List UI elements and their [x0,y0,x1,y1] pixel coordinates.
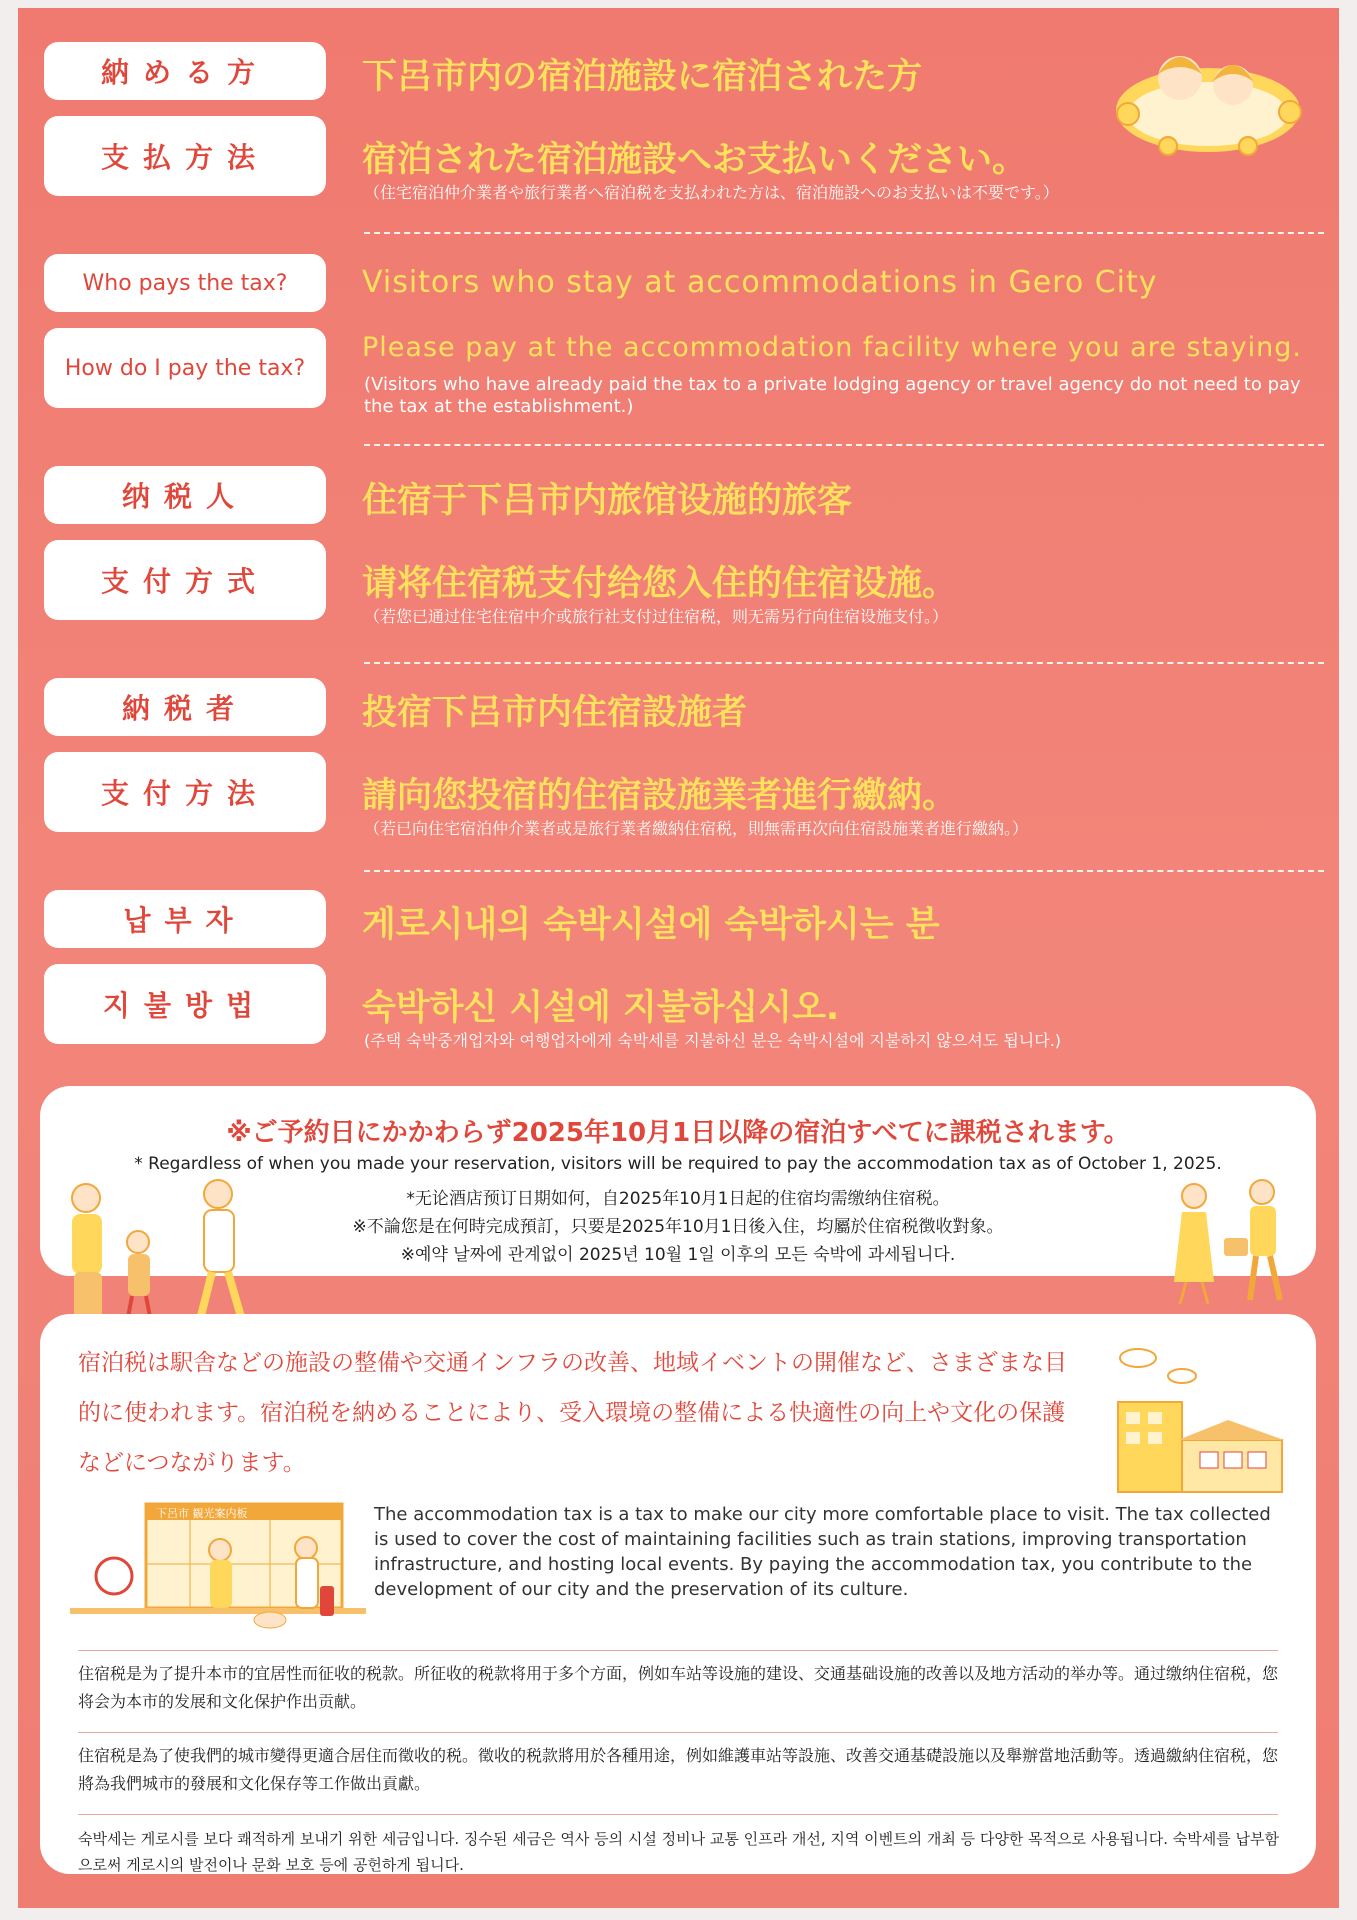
walking-couple-illustration [1158,1178,1308,1308]
payer-label-ja: 納める方 [44,42,326,100]
notice-traditional-chinese: ※不論您是在何時完成預訂，只要是2025年10月1日後入住，均屬於住宿税徴收對象。 [352,1217,1004,1237]
method-label-ko: 지불방법 [44,964,326,1044]
section-divider [364,444,1324,446]
method-value-zh-tw: 請向您投宿的住宿設施業者進行繳納。 [362,776,958,816]
purpose-divider [78,1814,1278,1815]
method-label-en: How do I pay the tax? [44,328,326,408]
flyer-page [18,8,1339,1908]
method-note-ja: （住宅宿泊仲介業者や旅行業者へ宿泊税を支払われた方は、宿泊施設へのお支払いは不要です。） [364,183,1059,202]
notice-korean: ※예약 날짜에 관계없이 2025년 10월 1일 이후의 모든 숙박에 과세됩니다. [400,1245,956,1265]
section-divider [364,662,1324,664]
station-building-illustration [1108,1336,1288,1496]
method-label-zh-cn: 支付方式 [44,540,326,620]
onsen-bathers-illustration [1108,30,1308,160]
payer-label-zh-tw: 納税者 [44,678,326,736]
purpose-japanese: 宿泊税は駅舎などの施設の整備や交通インフラの改善、地域イベントの開催など、さまざまな目的に使われます。宿泊税を納めることにより、受入環境の整備による快適性の向上や文化の保護などにつながります。 [78,1350,1067,1476]
payer-label-en: Who pays the tax? [44,254,326,312]
purpose-traditional-chinese: 住宿税是為了使我們的城市變得更適合居住而徵收的税。徵收的税款將用於各種用途，例如維護車站等設施、改善交通基礎設施以及舉辦當地活動等。透過繳納住宿税，您將為我們城市的發展和文化保存等工作做出貢獻。 [78,1746,1279,1793]
section-divider [364,870,1324,872]
method-note-ko: (주택 숙박중개업자와 여행업자에게 숙박세를 지불하신 분은 숙박시설에 지불하지 않으셔도 됩니다.) [364,1031,1062,1050]
method-value-zh-cn: 请将住宿税支付给您入住的住宿设施。 [362,564,958,604]
notice-title: ※ご予約日にかかわらず2025年10月1日以降の宿泊すべてに課税されます。 [226,1118,1130,1148]
purpose-korean: 숙박세는 게로시를 보다 쾌적하게 보내기 위한 세금입니다. 징수된 세금은 역사 등의 시설 정비나 교통 인프라 개선, 지역 이벤트의 개최 등 다양한 목적으로 사용됩니다. 숙박세를 납부함으로써 게로시의 발전이나 문화 보호 등에 공헌하게 됩니다. [78,1830,1280,1874]
payer-value-ko: 게로시내의 숙박시설에 숙박하시는 분 [362,905,940,945]
method-value-ko: 숙박하신 시설에 지불하십시오. [362,988,840,1028]
purpose-english: The accommodation tax is a tax to make our city more comfortable place to visit. The tax collected is used to cover the cost of maintaining facilities such as train stations, improving transportation infrastructure, and hosting local events. By paying the accommodation tax, you contribute to the development of our city and the preservation of its culture. [374,1504,1271,1600]
method-value-en: Please pay at the accommodation facility where you are staying. [362,332,1302,363]
purpose-divider [78,1650,1278,1651]
notice-simplified-chinese: *无论酒店预订日期如何，自2025年10月1日起的住宿均需缴纳住宿税。 [406,1189,950,1209]
payer-value-zh-tw: 投宿下呂市内住宿設施者 [362,693,748,733]
method-note-en: (Visitors who have already paid the tax to a private lodging agency or travel agency do not need to pay the tax at the establishment.) [364,374,1301,417]
purpose-simplified-chinese: 住宿税是为了提升本市的宜居性而征收的税款。所征收的税款将用于多个方面，例如车站等设施的建设、交通基础设施的改善以及地方活动的举办等。通过缴纳住宿税，您将会为本市的发展和文化保护作出贡献。 [78,1664,1279,1711]
tourist-information-board-illustration [70,1498,366,1643]
payer-label-zh-cn: 纳税人 [44,466,326,524]
method-label-ja: 支払方法 [44,116,326,196]
section-divider [364,232,1324,234]
method-label-zh-tw: 支付方法 [44,752,326,832]
method-value-ja: 宿泊された宿泊施設へお支払いください。 [362,140,1028,180]
payer-value-zh-cn: 住宿于下吕市内旅馆设施的旅客 [362,481,853,521]
signboard-text: 下呂市 観光案内板 [156,1507,248,1520]
purpose-divider [78,1732,1278,1733]
method-note-zh-cn: （若您已通过住宅住宿中介或旅行社支付过住宿税，则无需另行向住宿设施支付。） [364,607,949,626]
method-note-zh-tw: （若已向住宅宿泊仲介業者或是旅行業者繳納住宿税，則無需再次向住宿設施業者進行繳納。） [364,819,1029,838]
payer-label-ko: 납부자 [44,890,326,948]
payer-value-en: Visitors who stay at accommodations in Gero City [362,265,1158,300]
tax-purpose-box [40,1314,1316,1874]
payer-value-ja: 下呂市内の宿泊施設に宿泊された方 [362,57,923,97]
notice-english: * Regardless of when you made your reservation, visitors will be required to pay the accommodation tax as of October 1, 2025. [134,1154,1222,1174]
